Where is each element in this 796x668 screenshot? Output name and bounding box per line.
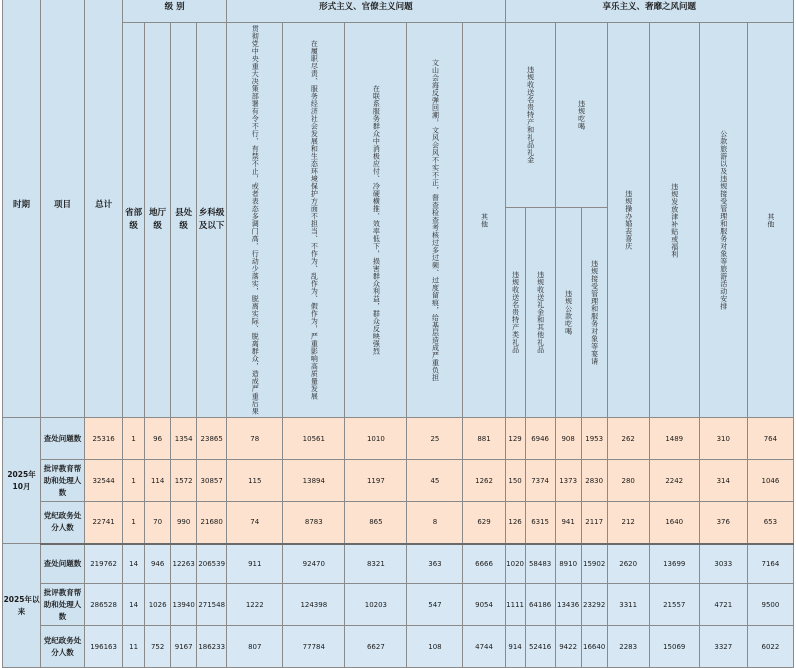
data-cell: 1640 bbox=[649, 502, 699, 544]
data-cell: 941 bbox=[555, 502, 581, 544]
data-cell: 9167 bbox=[171, 626, 197, 668]
data-cell: 7164 bbox=[747, 544, 793, 584]
data-cell: 9422 bbox=[555, 626, 581, 668]
data-cell: 1020 bbox=[505, 544, 525, 584]
data-cell: 96 bbox=[145, 418, 171, 460]
data-cell: 262 bbox=[607, 418, 649, 460]
data-cell: 14 bbox=[123, 584, 145, 626]
data-cell: 2620 bbox=[607, 544, 649, 584]
data-cell: 1 bbox=[123, 460, 145, 502]
data-cell: 914 bbox=[505, 626, 525, 668]
formalism-col-3-header: 在联系服务群众中消极应付、冷硬横推、效率低下，损害群众利益，群众反映强烈 bbox=[345, 23, 407, 418]
data-cell: 15902 bbox=[581, 544, 607, 584]
data-cell: 115 bbox=[227, 460, 283, 502]
data-cell: 150 bbox=[505, 460, 525, 502]
formalism-col-1-header: 贯彻党中央重大决策部署有令不行、有禁不止，或者表态多调门高、行动少落实，脱离实际、脱离群众，造成严重后果 bbox=[227, 23, 283, 418]
data-cell: 376 bbox=[699, 502, 747, 544]
data-cell: 6627 bbox=[345, 626, 407, 668]
data-cell: 14 bbox=[123, 544, 145, 584]
row-label: 批评教育帮助和处理人数 bbox=[41, 460, 85, 502]
data-cell: 126 bbox=[505, 502, 525, 544]
data-cell: 12263 bbox=[171, 544, 197, 584]
data-cell: 946 bbox=[145, 544, 171, 584]
data-cell: 10561 bbox=[283, 418, 345, 460]
bureau-header: 地厅级 bbox=[145, 23, 171, 418]
travel-header: 公款旅游以及违规接受管理和服务对象等旅游活动安排 bbox=[699, 23, 747, 418]
data-cell: 186233 bbox=[197, 626, 227, 668]
data-cell: 70 bbox=[145, 502, 171, 544]
data-cell: 11 bbox=[123, 626, 145, 668]
data-cell: 8 bbox=[407, 502, 463, 544]
data-cell: 77784 bbox=[283, 626, 345, 668]
data-cell: 124398 bbox=[283, 584, 345, 626]
gift-cash-header: 违规收送礼金和其他礼品 bbox=[525, 208, 555, 418]
subsidy-header: 违规发放津补贴或福利 bbox=[649, 23, 699, 418]
data-cell: 1046 bbox=[747, 460, 793, 502]
data-cell: 314 bbox=[699, 460, 747, 502]
data-cell: 1222 bbox=[227, 584, 283, 626]
formalism-other-header: 其他 bbox=[463, 23, 505, 418]
data-cell: 286528 bbox=[85, 584, 123, 626]
data-cell: 4744 bbox=[463, 626, 505, 668]
data-cell: 1111 bbox=[505, 584, 525, 626]
township-header: 乡科级及以下 bbox=[197, 23, 227, 418]
data-cell: 6666 bbox=[463, 544, 505, 584]
data-cell: 3033 bbox=[699, 544, 747, 584]
data-cell: 6022 bbox=[747, 626, 793, 668]
data-cell: 206539 bbox=[197, 544, 227, 584]
level-group-header: 级 别 bbox=[123, 0, 227, 23]
data-cell: 78 bbox=[227, 418, 283, 460]
data-cell: 3327 bbox=[699, 626, 747, 668]
data-cell: 881 bbox=[463, 418, 505, 460]
hedonism-other-header: 其他 bbox=[747, 23, 793, 418]
data-cell: 1 bbox=[123, 502, 145, 544]
data-cell: 1197 bbox=[345, 460, 407, 502]
formalism-group-header: 形式主义、官僚主义问题 bbox=[227, 0, 505, 23]
data-cell: 58483 bbox=[525, 544, 555, 584]
row-label: 查处问题数 bbox=[41, 544, 85, 584]
data-cell: 865 bbox=[345, 502, 407, 544]
data-cell: 13940 bbox=[171, 584, 197, 626]
data-cell: 25 bbox=[407, 418, 463, 460]
row-label: 查处问题数 bbox=[41, 418, 85, 460]
data-cell: 4721 bbox=[699, 584, 747, 626]
data-cell: 2242 bbox=[649, 460, 699, 502]
formalism-col-2-header: 在履职尽责、服务经济社会发展和生态环境保护方面不担当、不作为、乱作为、假作为，严重影响高质量发展 bbox=[283, 23, 345, 418]
row-label: 批评教育帮助和处理人数 bbox=[41, 584, 85, 626]
data-cell: 196163 bbox=[85, 626, 123, 668]
row-label: 党纪政务处分人数 bbox=[41, 626, 85, 668]
data-cell: 7374 bbox=[525, 460, 555, 502]
eating-group-header: 违规吃喝 bbox=[555, 23, 607, 208]
banquet-header: 违规接受管理和服务对象等宴请 bbox=[581, 208, 607, 418]
data-cell: 911 bbox=[227, 544, 283, 584]
data-cell: 9054 bbox=[463, 584, 505, 626]
data-cell: 908 bbox=[555, 418, 581, 460]
hedonism-group-header: 享乐主义、奢靡之风问题 bbox=[505, 0, 793, 23]
data-cell: 15069 bbox=[649, 626, 699, 668]
data-cell: 1262 bbox=[463, 460, 505, 502]
data-cell: 8783 bbox=[283, 502, 345, 544]
data-cell: 752 bbox=[145, 626, 171, 668]
data-cell: 1572 bbox=[171, 460, 197, 502]
data-cell: 1 bbox=[123, 418, 145, 460]
data-cell: 13699 bbox=[649, 544, 699, 584]
data-cell: 764 bbox=[747, 418, 793, 460]
data-cell: 114 bbox=[145, 460, 171, 502]
item-header: 项目 bbox=[41, 0, 85, 418]
period-cell: 2025年以来 bbox=[3, 544, 41, 668]
data-cell: 25316 bbox=[85, 418, 123, 460]
data-cell: 2283 bbox=[607, 626, 649, 668]
data-cell: 212 bbox=[607, 502, 649, 544]
data-cell: 363 bbox=[407, 544, 463, 584]
province-header: 省部级 bbox=[123, 23, 145, 418]
data-cell: 8910 bbox=[555, 544, 581, 584]
wedding-header: 违规操办婚丧喜庆 bbox=[607, 23, 649, 418]
data-cell: 1010 bbox=[345, 418, 407, 460]
data-cell: 74 bbox=[227, 502, 283, 544]
data-cell: 1354 bbox=[171, 418, 197, 460]
data-cell: 990 bbox=[171, 502, 197, 544]
data-cell: 13894 bbox=[283, 460, 345, 502]
data-cell: 6946 bbox=[525, 418, 555, 460]
data-cell: 30857 bbox=[197, 460, 227, 502]
data-cell: 6315 bbox=[525, 502, 555, 544]
row-label: 党纪政务处分人数 bbox=[41, 502, 85, 544]
data-cell: 547 bbox=[407, 584, 463, 626]
data-cell: 16640 bbox=[581, 626, 607, 668]
data-cell: 129 bbox=[505, 418, 525, 460]
discipline-statistics-table bbox=[2, 0, 794, 668]
data-cell: 23292 bbox=[581, 584, 607, 626]
data-cell: 310 bbox=[699, 418, 747, 460]
data-cell: 21680 bbox=[197, 502, 227, 544]
data-cell: 219762 bbox=[85, 544, 123, 584]
data-cell: 8321 bbox=[345, 544, 407, 584]
data-cell: 9500 bbox=[747, 584, 793, 626]
data-cell: 92470 bbox=[283, 544, 345, 584]
data-cell: 64186 bbox=[525, 584, 555, 626]
data-cell: 807 bbox=[227, 626, 283, 668]
data-cell: 1026 bbox=[145, 584, 171, 626]
data-cell: 1953 bbox=[581, 418, 607, 460]
data-cell: 629 bbox=[463, 502, 505, 544]
formalism-col-4-header: 文山会海反弹回潮，文风会风不实不正，督查检查考核过多过频、过度留痕，给基层造成严重负担 bbox=[407, 23, 463, 418]
data-cell: 3311 bbox=[607, 584, 649, 626]
data-cell: 22741 bbox=[85, 502, 123, 544]
data-cell: 280 bbox=[607, 460, 649, 502]
data-cell: 23865 bbox=[197, 418, 227, 460]
data-cell: 2117 bbox=[581, 502, 607, 544]
data-cell: 10203 bbox=[345, 584, 407, 626]
data-cell: 13436 bbox=[555, 584, 581, 626]
period-header: 时期 bbox=[3, 0, 41, 418]
data-cell: 21557 bbox=[649, 584, 699, 626]
data-cell: 108 bbox=[407, 626, 463, 668]
data-cell: 1373 bbox=[555, 460, 581, 502]
gift-specialty-header: 违规收送名贵特产类礼品 bbox=[505, 208, 525, 418]
data-cell: 32544 bbox=[85, 460, 123, 502]
data-cell: 1489 bbox=[649, 418, 699, 460]
data-cell: 45 bbox=[407, 460, 463, 502]
total-header: 总计 bbox=[85, 0, 123, 418]
period-cell: 2025年10月 bbox=[3, 418, 41, 544]
data-cell: 52416 bbox=[525, 626, 555, 668]
county-header: 县处级 bbox=[171, 23, 197, 418]
gift-group-header: 违规收送名贵特产和礼品礼金 bbox=[505, 23, 555, 208]
data-cell: 653 bbox=[747, 502, 793, 544]
public-dining-header: 违规公款吃喝 bbox=[555, 208, 581, 418]
data-cell: 2830 bbox=[581, 460, 607, 502]
data-cell: 271548 bbox=[197, 584, 227, 626]
